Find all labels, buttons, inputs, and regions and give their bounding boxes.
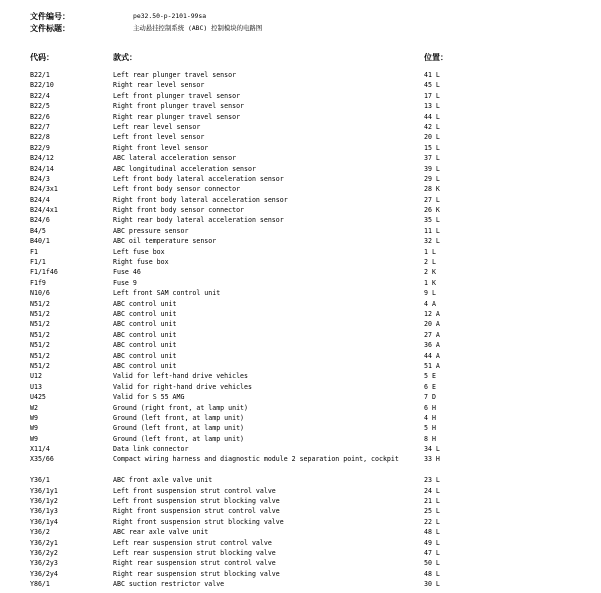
component-code: Y36/2y4 <box>30 569 58 578</box>
table-row <box>0 558 601 568</box>
component-position: 45 L <box>424 81 440 90</box>
table-row <box>0 70 601 80</box>
component-description: Right front plunger travel sensor <box>113 102 245 111</box>
table-row <box>0 184 601 194</box>
component-code: N10/6 <box>30 289 50 298</box>
component-description: Valid for right-hand drive vehicles <box>113 382 252 391</box>
component-code: B22/9 <box>30 143 50 152</box>
table-row <box>0 309 601 319</box>
table-row <box>0 392 601 402</box>
component-position: 4 H <box>424 413 436 422</box>
component-description: ABC control unit <box>113 309 177 318</box>
component-code: W9 <box>30 434 38 443</box>
component-description: ABC lateral acceleration sensor <box>113 154 237 163</box>
component-description: Right rear suspension strut control valve <box>113 559 276 568</box>
component-code: U12 <box>30 372 42 381</box>
component-description: Right front body lateral acceleration sensor <box>113 195 288 204</box>
component-position: 22 L <box>424 517 440 526</box>
table-row <box>0 340 601 350</box>
component-position: 27 L <box>424 195 440 204</box>
component-code: B24/3 <box>30 174 50 183</box>
component-position: 48 L <box>424 569 440 578</box>
component-code: Y36/2y1 <box>30 538 58 547</box>
component-position: 23 L <box>424 476 440 485</box>
doc-title-value: 主动悬挂控制系统 (ABC) 控制模块的电路图 <box>133 24 263 32</box>
component-position: 1 L <box>424 247 436 256</box>
component-code: U13 <box>30 382 42 391</box>
table-row <box>0 91 601 101</box>
table-row <box>0 506 601 516</box>
table-row <box>0 288 601 298</box>
component-description: Data link connector <box>113 445 189 454</box>
table-row <box>0 80 601 90</box>
table-row <box>0 278 601 288</box>
component-code: Y36/1y3 <box>30 507 58 516</box>
component-description: Left fuse box <box>113 247 165 256</box>
component-code: B22/5 <box>30 102 50 111</box>
component-position: 20 L <box>424 133 440 142</box>
table-row <box>0 226 601 236</box>
component-code: Y36/1y4 <box>30 517 58 526</box>
component-description: ABC control unit <box>113 330 177 339</box>
component-code: Y36/2y3 <box>30 559 58 568</box>
component-position: 29 L <box>424 174 440 183</box>
component-position: 5 H <box>424 424 436 433</box>
component-description: Right front body sensor connector <box>113 206 245 215</box>
component-position: 41 L <box>424 71 440 79</box>
component-code: B22/1 <box>30 71 50 79</box>
column-header-text: 款式： <box>113 53 137 62</box>
component-position: 2 K <box>424 268 436 277</box>
component-code: Y36/2y2 <box>30 548 58 557</box>
table-row <box>0 496 601 506</box>
component-code: N51/2 <box>30 351 50 360</box>
component-code: W9 <box>30 413 38 422</box>
component-code: B22/6 <box>30 112 50 121</box>
component-description: ABC front axle valve unit <box>113 476 213 485</box>
component-description: Right fuse box <box>113 258 169 267</box>
component-description: Compact wiring harness and diagnostic module 2 separation point, cockpit <box>113 455 399 464</box>
table-row <box>0 527 601 537</box>
component-code: F1 <box>30 247 38 256</box>
component-description: Left front body sensor connector <box>113 185 241 194</box>
doc-number-value: pe32.50-p-2101-99sa <box>133 12 207 20</box>
component-description: Fuse 46 <box>113 268 141 277</box>
component-code: Y86/1 <box>30 580 50 589</box>
table-row <box>0 195 601 205</box>
component-code: X11/4 <box>30 445 50 454</box>
component-code: B22/7 <box>30 122 50 131</box>
component-description: ABC longitudinal acceleration sensor <box>113 164 256 173</box>
table-row <box>0 517 601 527</box>
component-position: 36 A <box>424 341 440 350</box>
table-row <box>0 434 601 444</box>
component-code: B24/3x1 <box>30 185 58 194</box>
table-row <box>0 330 601 340</box>
component-description: Left front level sensor <box>113 133 205 142</box>
component-position: 49 L <box>424 538 440 547</box>
component-position: 15 L <box>424 143 440 152</box>
component-description: Right front suspension strut control valve <box>113 507 280 516</box>
component-description: Left rear level sensor <box>113 122 201 131</box>
component-description: Ground (left front, at lamp unit) <box>113 434 245 443</box>
component-table <box>0 70 601 590</box>
component-code: U425 <box>30 393 46 402</box>
table-row <box>0 538 601 548</box>
component-description: Right front suspension strut blocking valve <box>113 517 284 526</box>
component-position: 8 H <box>424 434 436 443</box>
table-row <box>0 454 601 475</box>
component-position: 12 A <box>424 309 440 318</box>
component-description: Ground (left front, at lamp unit) <box>113 413 245 422</box>
table-row <box>0 132 601 142</box>
component-position: 26 K <box>424 206 440 215</box>
component-position: 28 K <box>424 185 440 194</box>
component-code: Y36/1y2 <box>30 497 58 506</box>
table-row <box>0 153 601 163</box>
table-row <box>0 423 601 433</box>
component-position: 9 L <box>424 289 436 298</box>
component-position: 17 L <box>424 91 440 100</box>
table-row <box>0 299 601 309</box>
component-code: B24/4 <box>30 195 50 204</box>
component-description: ABC suction restrictor valve <box>113 580 225 589</box>
component-description: Right front level sensor <box>113 143 209 152</box>
component-description: Left rear suspension strut blocking valve <box>113 548 276 557</box>
component-description: Left rear suspension strut control valve <box>113 538 272 547</box>
table-row <box>0 247 601 257</box>
table-row <box>0 112 601 122</box>
table-row <box>0 205 601 215</box>
component-code: X35/66 <box>30 455 54 464</box>
component-position: 47 L <box>424 548 440 557</box>
component-code: B24/12 <box>30 154 54 163</box>
component-position: 51 A <box>424 361 440 370</box>
component-description: Right rear body lateral acceleration sensor <box>113 216 284 225</box>
component-code: Y36/1y1 <box>30 486 58 495</box>
component-code: F1/1 <box>30 258 46 267</box>
component-description: Left front plunger travel sensor <box>113 91 241 100</box>
component-description: Left front SAM control unit <box>113 289 221 298</box>
table-row <box>0 371 601 381</box>
component-description: Right rear plunger travel sensor <box>113 112 241 121</box>
component-code: B24/6 <box>30 216 50 225</box>
table-row <box>0 257 601 267</box>
component-position: 7 D <box>424 393 436 402</box>
component-description: Left front suspension strut blocking valve <box>113 497 280 506</box>
component-code: B24/14 <box>30 164 54 173</box>
component-position: 32 L <box>424 237 440 246</box>
table-row <box>0 444 601 454</box>
component-description: ABC oil temperature sensor <box>113 237 217 246</box>
component-code: F1/1f46 <box>30 268 58 277</box>
component-description: Valid for S 55 AMG <box>113 393 185 402</box>
component-code: B40/1 <box>30 237 50 246</box>
component-code: N51/2 <box>30 341 50 350</box>
component-position: 11 L <box>424 226 440 235</box>
component-position: 1 K <box>424 278 436 287</box>
component-code: B4/5 <box>30 226 46 235</box>
component-description: Fuse 9 <box>113 278 137 287</box>
table-row <box>0 413 601 423</box>
component-position: 39 L <box>424 164 440 173</box>
component-code: W2 <box>30 403 38 412</box>
component-position: 25 L <box>424 507 440 516</box>
table-row <box>0 486 601 496</box>
column-header-position: 位置： <box>424 53 448 62</box>
component-position: 24 L <box>424 486 440 495</box>
component-position: 30 L <box>424 580 440 589</box>
component-description: Right rear level sensor <box>113 81 205 90</box>
component-position: 6 E <box>424 382 436 391</box>
component-position: 37 L <box>424 154 440 163</box>
component-position: 35 L <box>424 216 440 225</box>
component-position: 4 A <box>424 299 436 308</box>
component-description: Left rear plunger travel sensor <box>113 71 237 79</box>
component-code: Y36/2 <box>30 528 50 537</box>
component-position: 42 L <box>424 122 440 131</box>
table-row <box>0 101 601 111</box>
table-row <box>0 475 601 485</box>
table-row <box>0 403 601 413</box>
column-header-code: 代码： <box>30 53 54 62</box>
component-code: Y36/1 <box>30 476 50 485</box>
component-description: ABC control unit <box>113 320 177 329</box>
table-row <box>0 548 601 558</box>
component-position: 33 H <box>424 455 440 464</box>
component-code: N51/2 <box>30 330 50 339</box>
component-description: ABC control unit <box>113 299 177 308</box>
component-code: B22/10 <box>30 81 54 90</box>
component-code: F1f9 <box>30 278 46 287</box>
component-description: Left front suspension strut control valve <box>113 486 276 495</box>
component-position: 27 A <box>424 330 440 339</box>
component-position: 6 H <box>424 403 436 412</box>
component-code: N51/2 <box>30 299 50 308</box>
component-code: N51/2 <box>30 320 50 329</box>
component-description: ABC rear axle valve unit <box>113 528 209 537</box>
component-code: B22/4 <box>30 91 50 100</box>
component-code: N51/2 <box>30 361 50 370</box>
doc-title-label: 文件标题： <box>30 24 70 33</box>
component-code: N51/2 <box>30 309 50 318</box>
component-code: B24/4x1 <box>30 206 58 215</box>
component-description: ABC pressure sensor <box>113 226 189 235</box>
component-position: 2 L <box>424 258 436 267</box>
component-position: 20 A <box>424 320 440 329</box>
component-position: 44 L <box>424 112 440 121</box>
table-row <box>0 351 601 361</box>
component-position: 13 L <box>424 102 440 111</box>
component-description: Right rear suspension strut blocking valve <box>113 569 280 578</box>
table-row <box>0 164 601 174</box>
table-row <box>0 236 601 246</box>
component-description: Left front body lateral acceleration sensor <box>113 174 284 183</box>
component-description: ABC control unit <box>113 351 177 360</box>
component-description: ABC control unit <box>113 341 177 350</box>
component-position: 44 A <box>424 351 440 360</box>
table-row <box>0 382 601 392</box>
component-description: Valid for left-hand drive vehicles <box>113 372 248 381</box>
component-description: ABC control unit <box>113 361 177 370</box>
component-position: 5 E <box>424 372 436 381</box>
component-description: Ground (right front, at lamp unit) <box>113 403 248 412</box>
table-row <box>0 267 601 277</box>
table-row <box>0 361 601 371</box>
component-code: W9 <box>30 424 38 433</box>
table-row <box>0 174 601 184</box>
table-row <box>0 215 601 225</box>
component-position: 48 L <box>424 528 440 537</box>
table-row <box>0 319 601 329</box>
table-row <box>0 579 601 589</box>
component-position: 50 L <box>424 559 440 568</box>
component-description: Ground (left front, at lamp unit) <box>113 424 245 433</box>
component-position: 21 L <box>424 497 440 506</box>
doc-number-label: 文件编号： <box>30 12 70 21</box>
component-position: 34 L <box>424 445 440 454</box>
component-code: B22/8 <box>30 133 50 142</box>
table-row <box>0 143 601 153</box>
table-row <box>0 122 601 132</box>
table-row <box>0 569 601 579</box>
